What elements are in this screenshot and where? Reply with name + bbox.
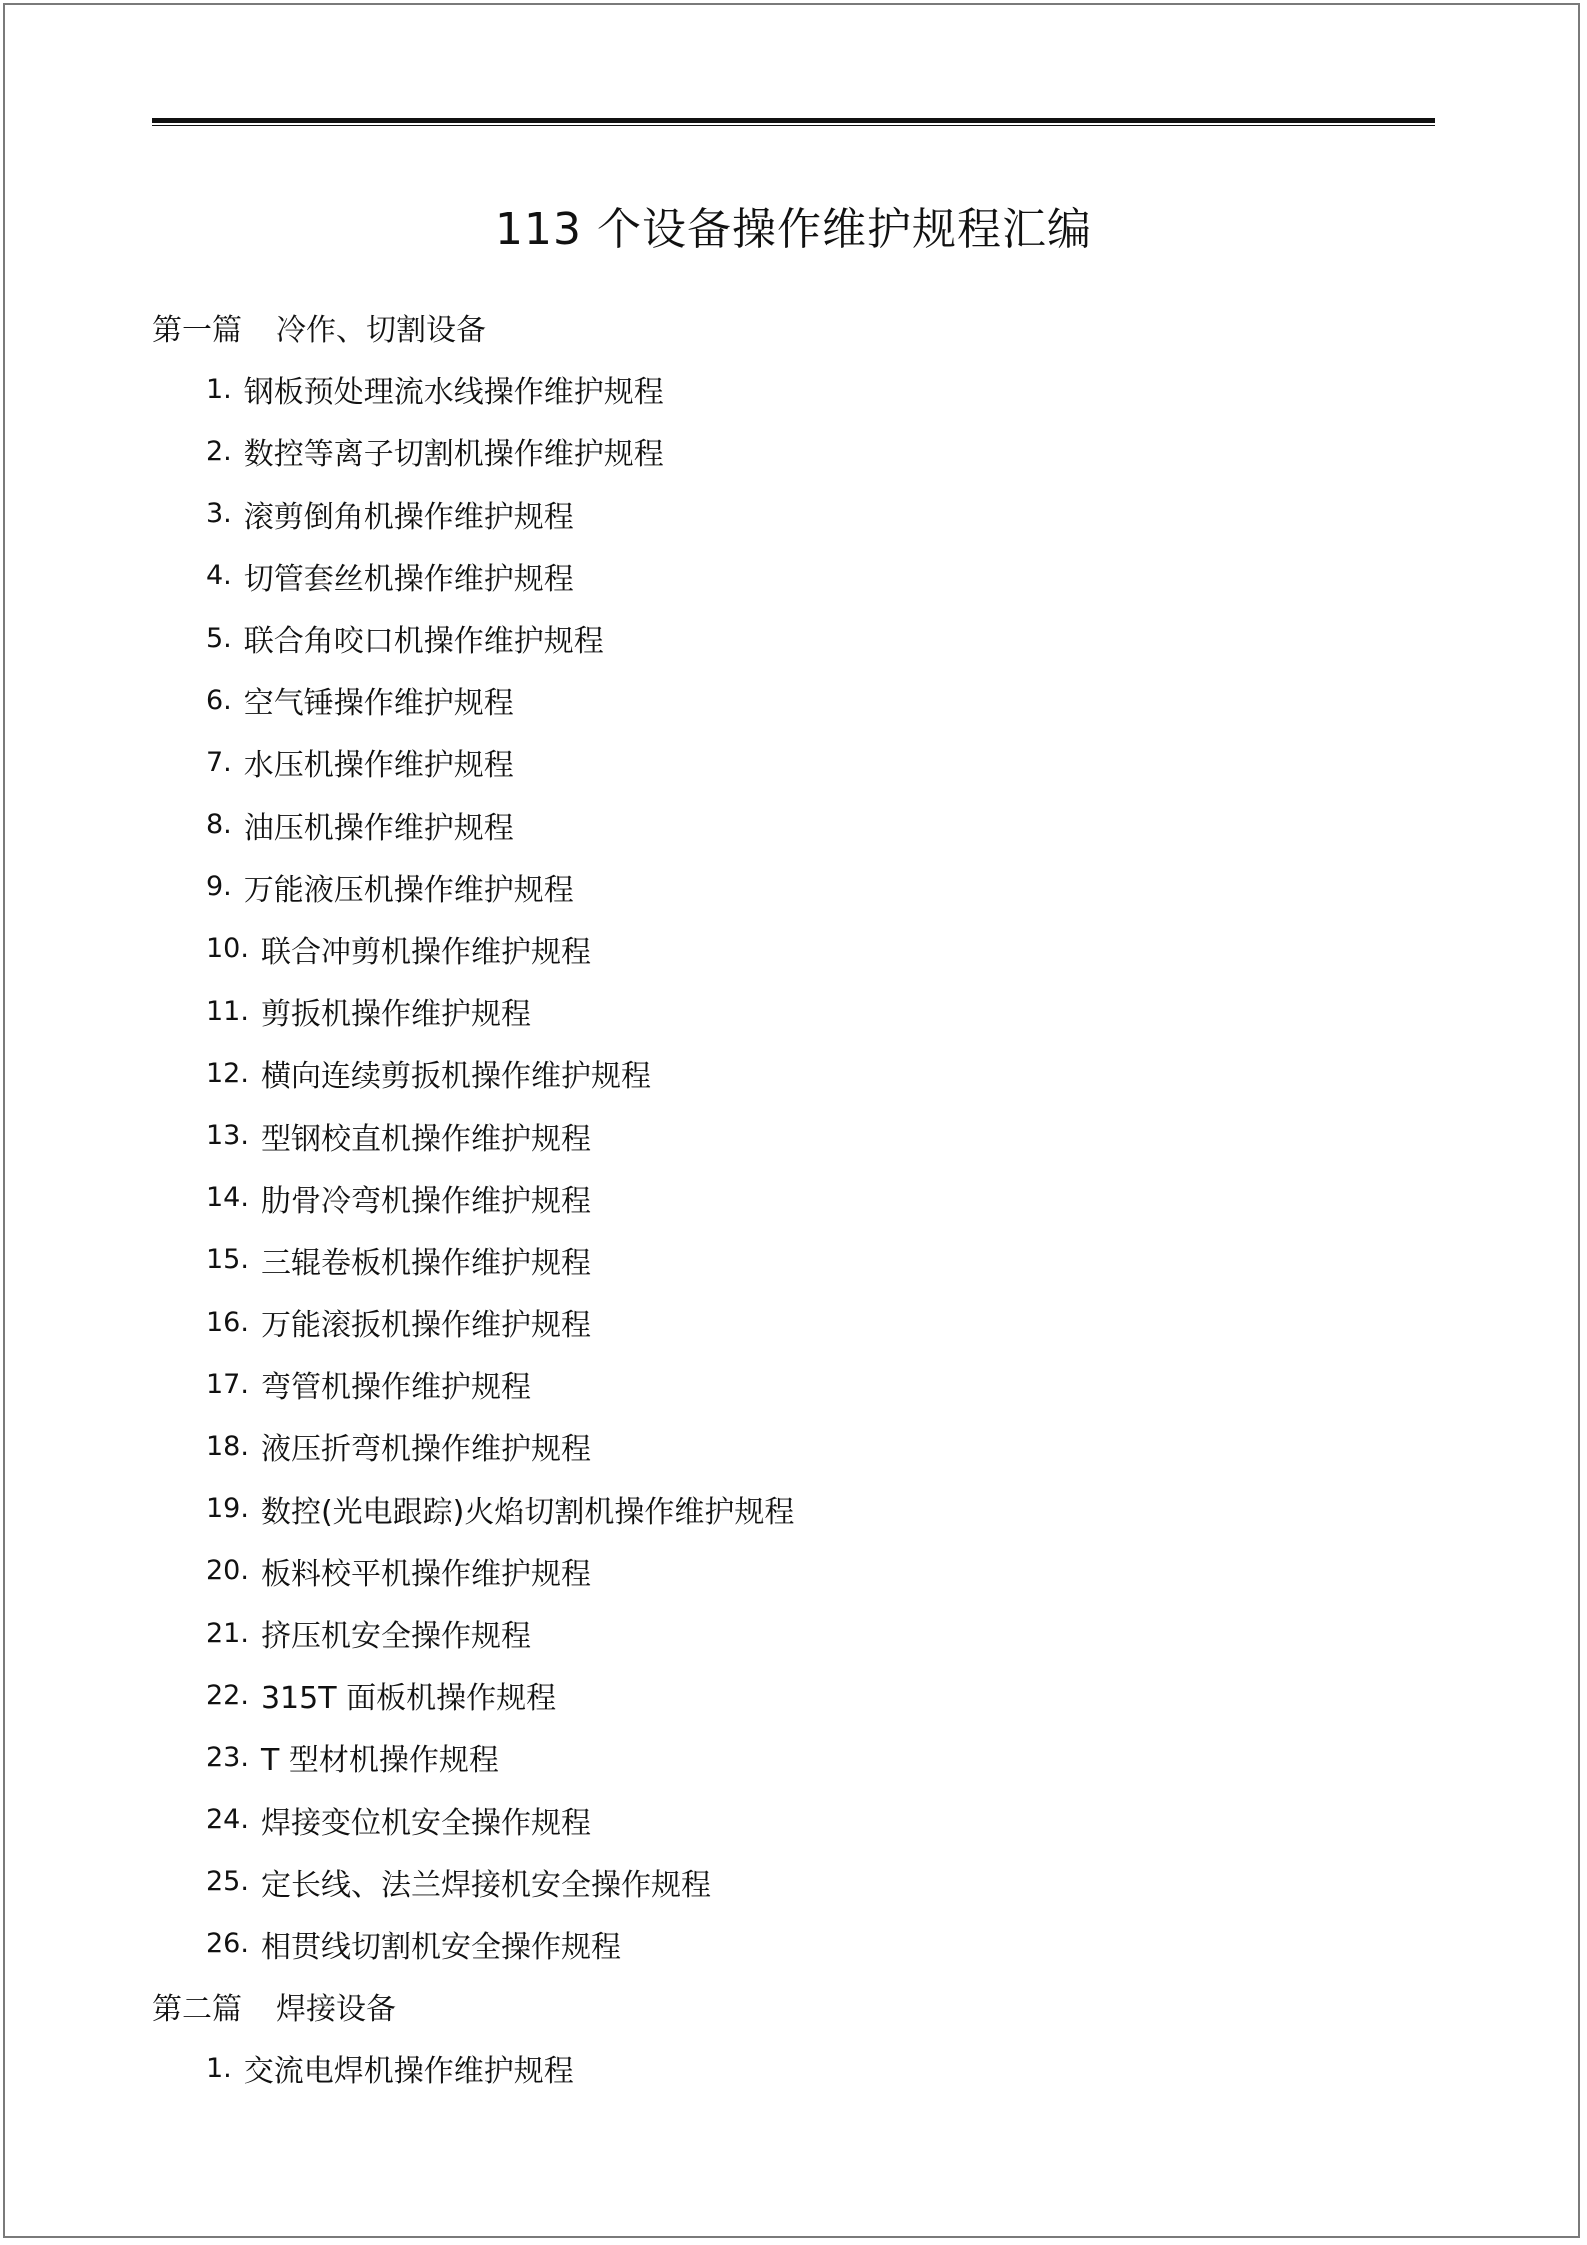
toc-entry: [0, 1167, 1587, 1229]
entry-title: 联合角咬口机操作维护规程: [243, 624, 604, 660]
entry-number: 19.: [206, 1493, 249, 1525]
entry-number: 7.: [206, 746, 232, 778]
entry-title: 型钢校直机操作维护规程: [260, 1121, 591, 1157]
entry-number: 1.: [206, 2052, 232, 2084]
toc-entry: [0, 1789, 1587, 1851]
entry-title: 横向连续剪扳机操作维护规程: [260, 1059, 651, 1095]
document-title: 113 个设备操作维护规程汇编: [495, 204, 1092, 255]
entry-title: 交流电焊机操作维护规程: [243, 2054, 574, 2090]
section-heading: [0, 1975, 1587, 2037]
entry-title: 万能滚扳机操作维护规程: [260, 1308, 591, 1344]
entry-number: 1.: [206, 373, 232, 405]
entry-title: 焊接变位机安全操作规程: [260, 1805, 591, 1841]
entry-number: 22.: [206, 1679, 249, 1711]
toc-entry: [0, 856, 1587, 918]
toc-entry: [0, 1415, 1587, 1477]
entry-number: 21.: [206, 1617, 249, 1649]
section-number: 第一篇: [152, 313, 242, 349]
toc-entry: [0, 1851, 1587, 1913]
entry-number: 23.: [206, 1741, 249, 1773]
entry-number: 13.: [206, 1120, 249, 1152]
toc-entry: [0, 731, 1587, 793]
toc-entry: [0, 358, 1587, 420]
entry-title: 相贯线切割机安全操作规程: [260, 1929, 621, 1965]
entry-number: 15.: [206, 1244, 249, 1276]
table-of-contents: [0, 296, 1587, 2099]
toc-entry: [0, 607, 1587, 669]
entry-number: 3.: [206, 498, 232, 530]
entry-number: 10.: [206, 933, 249, 965]
entry-title: 万能液压机操作维护规程: [243, 872, 574, 908]
toc-entry: [0, 545, 1587, 607]
entry-title: 空气锤操作维护规程: [243, 686, 514, 722]
entry-number: 26.: [206, 1928, 249, 1960]
entry-number: 4.: [206, 560, 232, 592]
toc-entry: [0, 1353, 1587, 1415]
section-heading: [0, 296, 1587, 358]
section-name: 冷作、切割设备: [276, 313, 486, 349]
entry-title: 剪扳机操作维护规程: [260, 997, 531, 1033]
section-number: 第二篇: [152, 1992, 242, 2028]
entry-title: 弯管机操作维护规程: [260, 1370, 531, 1406]
entry-number: 5.: [206, 622, 232, 654]
entry-title: T 型材机操作规程: [260, 1743, 499, 1779]
entry-title: 水压机操作维护规程: [243, 748, 514, 784]
entry-number: 24.: [206, 1804, 249, 1836]
entry-number: 11.: [206, 995, 249, 1027]
entry-number: 25.: [206, 1866, 249, 1898]
entry-number: 9.: [206, 871, 232, 903]
entry-title: 数控等离子切割机操作维护规程: [243, 437, 664, 473]
entry-number: 12.: [206, 1057, 249, 1089]
toc-entry: [0, 1540, 1587, 1602]
entry-title: 滚剪倒角机操作维护规程: [243, 499, 574, 535]
toc-entry: [0, 1291, 1587, 1353]
entry-title: 挤压机安全操作规程: [260, 1619, 531, 1655]
toc-entry: [0, 980, 1587, 1042]
toc-entry: [0, 669, 1587, 731]
entry-title: 液压折弯机操作维护规程: [260, 1432, 591, 1468]
entry-number: 6.: [206, 684, 232, 716]
entry-number: 8.: [206, 809, 232, 841]
toc-entry: [0, 1478, 1587, 1540]
header-rule: [152, 118, 1435, 123]
entry-title: 315T 面板机操作规程: [260, 1681, 557, 1717]
entry-title: 数控(光电跟踪)火焰切割机操作维护规程: [260, 1494, 795, 1530]
entry-number: 20.: [206, 1555, 249, 1587]
entry-title: 油压机操作维护规程: [243, 810, 514, 846]
header-rule-thin: [152, 125, 1435, 126]
toc-entry: [0, 1104, 1587, 1166]
entry-title: 钢板预处理流水线操作维护规程: [243, 375, 664, 411]
toc-entry: [0, 1042, 1587, 1104]
toc-entry: [0, 2037, 1587, 2099]
toc-entry: [0, 1602, 1587, 1664]
entry-number: 2.: [206, 435, 232, 467]
entry-number: 18.: [206, 1430, 249, 1462]
toc-entry: [0, 483, 1587, 545]
toc-entry: [0, 794, 1587, 856]
toc-entry: [0, 918, 1587, 980]
toc-entry: [0, 1664, 1587, 1726]
entry-number: 16.: [206, 1306, 249, 1338]
toc-entry: [0, 1229, 1587, 1291]
entry-title: 联合冲剪机操作维护规程: [260, 934, 591, 970]
entry-title: 切管套丝机操作维护规程: [243, 561, 574, 597]
entry-number: 17.: [206, 1368, 249, 1400]
entry-number: 14.: [206, 1182, 249, 1214]
toc-entry: [0, 420, 1587, 482]
entry-title: 肋骨冷弯机操作维护规程: [260, 1183, 591, 1219]
entry-title: 三辊卷板机操作维护规程: [260, 1245, 591, 1281]
entry-title: 定长线、法兰焊接机安全操作规程: [260, 1867, 711, 1903]
toc-entry: [0, 1913, 1587, 1975]
entry-title: 板料校平机操作维护规程: [260, 1556, 591, 1592]
section-name: 焊接设备: [276, 1992, 396, 2028]
toc-entry: [0, 1726, 1587, 1788]
